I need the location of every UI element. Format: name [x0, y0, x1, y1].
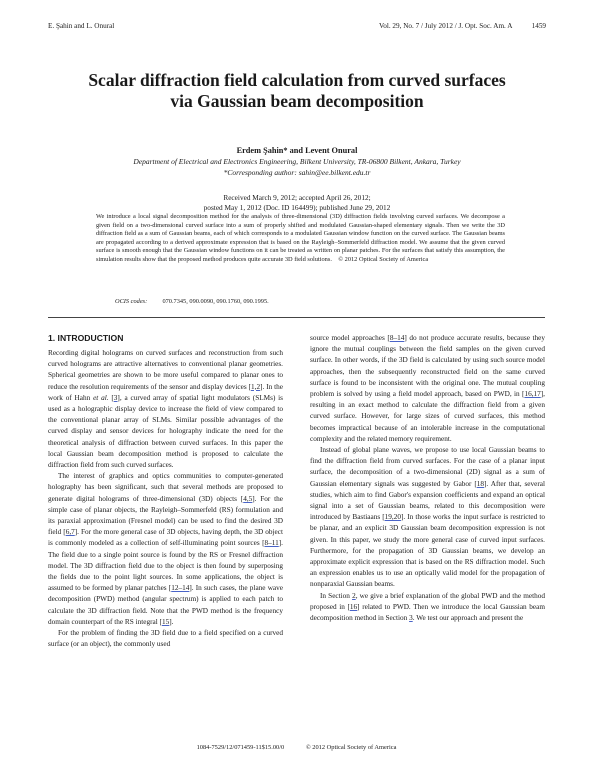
- right-column: [310, 333, 545, 624]
- running-head-authors: E. Şahin and L. Onural: [48, 22, 115, 30]
- body-text: ].: [169, 617, 174, 626]
- affiliation: Department of Electrical and Electronics Engineering, Bilkent University, TR-06800 Bilkent, Ankara, Turkey: [133, 157, 461, 166]
- page-number: 1459: [531, 22, 546, 30]
- ocis-label: OCIS codes:: [115, 298, 148, 305]
- body-text: ], resulting in an exact method to calculate the diffraction field from a given curved surface. However, for large sizes of curved surfaces, this method becomes impractical because of an intolerable increase in the computational complexity and the related memory requirement.: [310, 390, 545, 443]
- abstract-divider: [48, 317, 545, 318]
- body-text: ], a curved array of spatial light modulators (SLMs) is used as a holographic display device to increase the field of view compared to the conventional planar array of SLMs. Similar possible advantages of the curved display and sensor devices for holography indicate the need for the theoretical analysis of diffraction between curved surfaces. In this paper the local Gaussian beam decomposition method is proposed to calculate the diffraction field from such curved surfaces.: [48, 393, 283, 470]
- body-text: ] related to PWD. Then we introduce the local Gaussian beam decomposition method in Section: [310, 602, 545, 623]
- ocis-codes: [115, 298, 505, 305]
- paper-title-line-2: via Gaussian beam decomposition: [170, 91, 424, 111]
- body-text: ]. In the work of Hahn: [48, 382, 284, 402]
- body-text: Instead of global plane waves, we propose to use local Gaussian beams to find the diffraction field from curved surfaces. For the case of a planar input surface, the decomposition of a two-dimensional (2D) signal as a sum of Gaussian elementary signals was suggested by Gabor [: [310, 446, 545, 488]
- citation-link[interactable]: 4,5: [243, 494, 253, 503]
- body-text: ]. For the more general case of 3D objects, having depth, the 3D object is commonly modeled as a collection of self-illuminating point sources [: [48, 528, 283, 548]
- body-text-italic: et al.: [93, 393, 109, 402]
- body-text: . We test our approach and present the: [412, 614, 524, 623]
- running-head-journal: [379, 22, 546, 30]
- paragraph: [310, 591, 545, 625]
- paragraph: For the problem of finding the 3D field due to a field specified on a curved surface (or an object), the commonly used: [48, 629, 283, 649]
- publication-dates: [40, 193, 554, 213]
- citation-link[interactable]: 16,17: [524, 390, 541, 399]
- page-footer: [48, 744, 545, 751]
- body-text: , we give a brief explanation of the global PWD and the method proposed in [: [310, 591, 545, 611]
- body-text: source model approaches [: [310, 334, 390, 342]
- citation-link[interactable]: 12–14: [171, 584, 190, 593]
- citation-link[interactable]: 8–11: [264, 539, 279, 548]
- left-column: [48, 333, 283, 650]
- section-link[interactable]: 3: [409, 614, 413, 623]
- citation-link[interactable]: 16: [349, 602, 358, 611]
- paper-title-line-1: Scalar diffraction field calculation from curved surfaces: [88, 70, 506, 90]
- abstract: [96, 213, 505, 264]
- body-text: [: [108, 393, 114, 402]
- section-heading: 1. INTRODUCTION: [48, 333, 124, 343]
- received-date: Received March 9, 2012; accepted April 26, 2012;: [223, 193, 371, 202]
- affiliation-block: [40, 157, 554, 178]
- footer-copyright: © 2012 Optical Society of America: [305, 744, 397, 751]
- body-text: ] do not produce accurate results, because they ignore the mutual couplings between the field samples on the given curved surface. In other words, if the 3D field is calculated by using such source model approaches, then the subsequently reconstructed field on the same curved surface is found to be inconsistent with the original one. The mutual coupling problem is solved by using a field model approach, based on PWD, in [: [310, 334, 545, 399]
- citation-link[interactable]: 3: [113, 393, 118, 402]
- citation-link[interactable]: 15: [161, 617, 170, 626]
- body-text: ]. For the simple case of planar objects, the Rayleigh–Sommerfeld (RS) formulation and its paraxial approximation (Fresnel model) can be used to find the desired 3D field [: [48, 494, 283, 537]
- body-text: ]. In those works the input surface is restricted to be planar, and an explicit 3D Gaussian beam decomposition expression is not given. In this paper, we study the more general case of curved input surfaces. Furthermore, for the propagation of 3D Gaussian beams, we develop an approximate explicit expression that is based on the RS diffraction model. Such an expression enables us to use an optically valid model for the propagation of nonparaxial Gaussian beams.: [310, 513, 545, 589]
- abstract-copyright: © 2012 Optical Society of America: [338, 255, 429, 263]
- paragraph: [310, 445, 545, 591]
- citation-link[interactable]: 1,2: [251, 382, 261, 391]
- abstract-text: We introduce a local signal decomposition method for the analysis of three-dimensional (3D) diffraction fields involving curved surfaces. We decompose a given field on a two-dimensional curved surface into a sum of properly shifted and modulated Gaussian-shaped elementary signals. Then we write the 3D diffraction field as a sum of Gaussian beams, each of which corresponds to a modulated Gaussian window function on the curved surface. The Gaussian beams are propagated according to a derived approximate expression that is based on the Rayleigh–Sommerfeld diffraction model. We assume that the given curved surface is smooth enough that the Gaussian window functions on it can be treated as written on planar patches. For the surfaces that satisfy this assumption, the simulation results show that the proposed method produces quite accurate 3D field solutions.: [96, 213, 505, 263]
- section-link[interactable]: 2: [352, 591, 356, 600]
- body-text: ]. In such cases, the plane wave decomposition (PWD) method (angular spectrum) is applied to each patch to calculate the 3D diffraction field. Note that the PWD method is the frequency domain counterpart of the RS integral [: [48, 584, 283, 626]
- author-list: Erdem Şahin* and Levent Onural: [236, 146, 358, 155]
- body-text: ]. The field due to a single point source is found by the RS or Fresnel diffraction model. The 3D diffraction field due to the object is then found by superposing the fields due to the point light sources. In some applications, the object is assumed to be formed by planar patches [: [48, 539, 283, 593]
- citation-link[interactable]: 18: [476, 479, 485, 488]
- posted-date: posted May 1, 2012 (Doc. ID 164499); published June 29, 2012: [203, 203, 391, 212]
- body-text: In Section: [320, 591, 353, 600]
- footer-issn: 1084-7529/12/071459-11$15.00/0: [196, 744, 285, 751]
- running-head: [48, 22, 546, 34]
- paragraph: [48, 471, 283, 628]
- corresponding-author: *Corresponding author: sahin@ee.bilkent.edu.tr: [223, 167, 371, 177]
- citation-link[interactable]: 8–14: [389, 334, 405, 342]
- body-text: ]. After that, several studies, which aim to find Gabor's expansion coefficients and expand an optical signal into a set of Gaussian beams, related to this decomposition were introduced by Bastiaans [: [310, 479, 545, 522]
- paragraph: [310, 333, 545, 445]
- ocis-values: 070.7345, 090.0090, 090.1760, 090.1995.: [162, 298, 269, 305]
- paragraph: [48, 348, 283, 471]
- body-text: Recording digital holograms on curved surfaces and reconstruction from such curved holograms are attractive alternatives to conventional planar geometries. Spherical geometries are shown to be more useful compared to planar ones to reduce the resolution requirements of the sensor and display devices [: [48, 349, 283, 391]
- running-head-volume: Vol. 29, No. 7 / July 2012 / J. Opt. Soc. Am. A: [378, 22, 513, 30]
- body-text: The interest of graphics and optics communities to computer-generated holography has been significant, such that several methods are proposed to generate digital holograms of three-dimensional (3D) objects [: [48, 472, 283, 503]
- citation-link[interactable]: 19,20: [384, 513, 401, 522]
- citation-link[interactable]: 6,7: [65, 528, 75, 537]
- paper-title: [40, 70, 554, 112]
